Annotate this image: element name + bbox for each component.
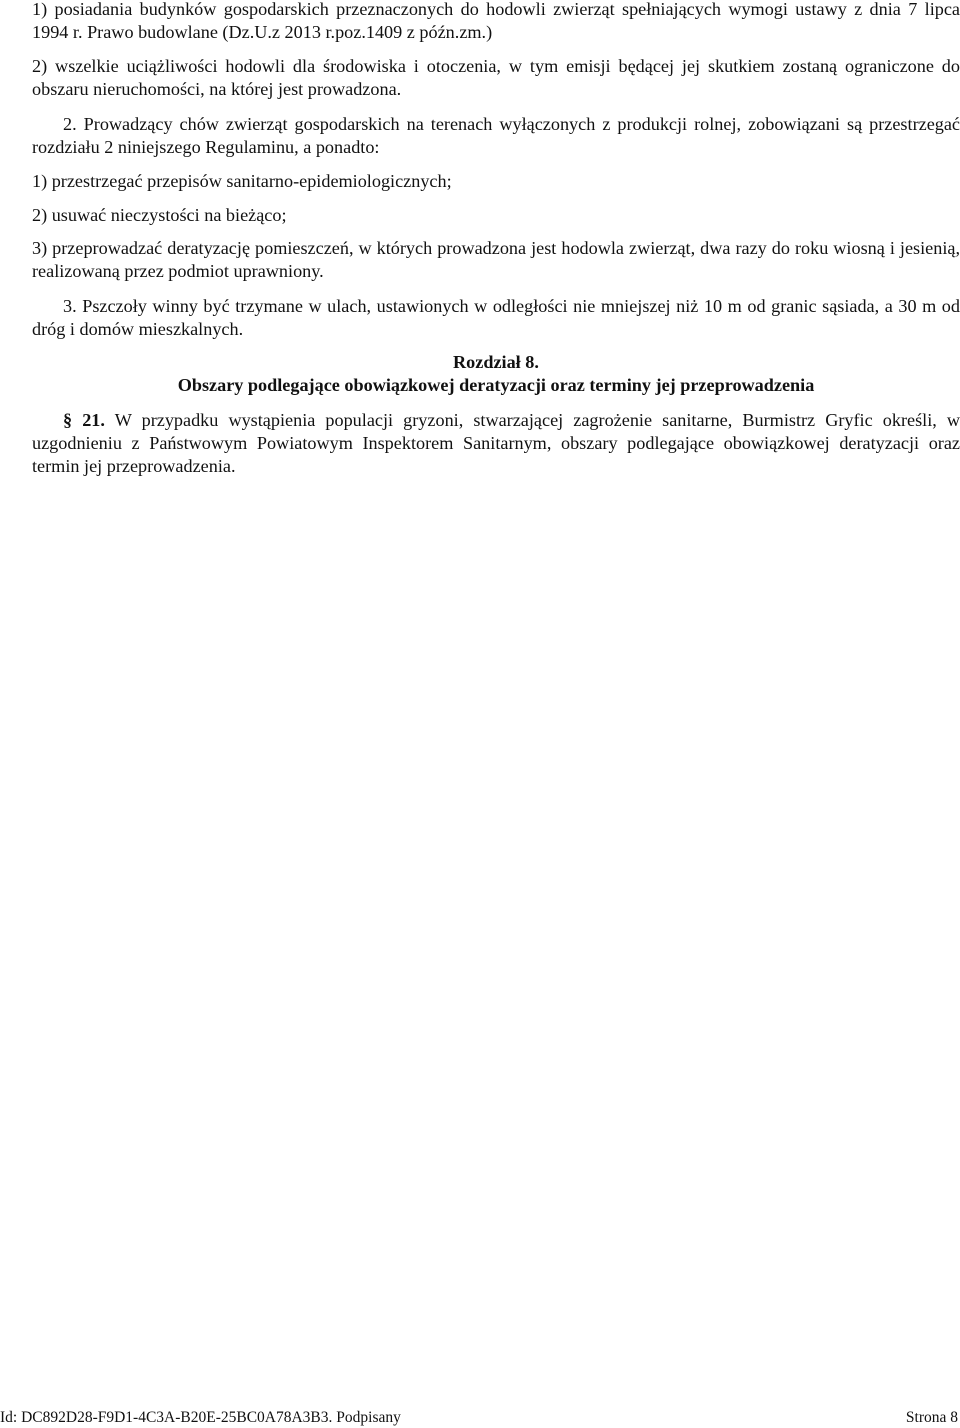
list-item-text: 1) przestrzegać przepisów sanitarno-epidemiologicznych;: [32, 171, 452, 191]
page-number: Strona 8: [905, 1409, 958, 1426]
chapter-label: Rozdział 8.: [453, 352, 539, 372]
list-item-deratization: [32, 237, 960, 283]
list-item-text: 3) przeprowadzać deratyzację pomieszczeń, w których prowadzona jest hodowla zwierząt, dwa razy do roku wiosną i jesienią, realizowaną przez podmiot uprawniony.: [32, 238, 960, 281]
section-number: 2.: [63, 114, 77, 134]
list-item-2: [32, 55, 960, 101]
list-item-sanitary: [32, 170, 960, 193]
section-text: Pszczoły winny być trzymane w ulach, ustawionych w odległości nie mniejszej niż 10 m od granic sąsiada, a 30 m od dróg i domów mieszkalnych.: [32, 296, 960, 339]
paragraph-text: W przypadku wystąpienia populacji gryzoni, stwarzającej zagrożenie sanitarne, Burmistrz Gryfic określi, w uzgodnieniu z Państwowym Powiatowym Inspektorem Sanitarnym, obszary podlegające obowiązkowej deratyzacji oraz termin jej przeprowadzenia.: [32, 410, 960, 476]
paragraph-symbol: § 21.: [63, 410, 105, 430]
list-item-waste: [32, 204, 960, 227]
document-id: Id: DC892D28-F9D1-4C3A-B20E-25BC0A78A3B3. Podpisany: [0, 1409, 401, 1426]
section-3-paragraph: [32, 295, 960, 341]
list-item-text: 2) wszelkie uciążliwości hodowli dla środowiska i otoczenia, w tym emisji będącej jej skutkiem zostaną ograniczone do obszaru nieruchomości, na której jest prowadzona.: [32, 56, 960, 99]
list-item-text: 2) usuwać nieczystości na bieżąco;: [32, 205, 287, 225]
chapter-title: Obszary podlegające obowiązkowej deratyzacji oraz terminy jej przeprowadzenia: [177, 375, 815, 395]
list-item-1: [32, 0, 960, 44]
section-2-paragraph: [32, 113, 960, 159]
section-text: Prowadzący chów zwierząt gospodarskich na terenach wyłączonych z produkcji rolnej, zobowiązani są przestrzegać rozdziału 2 niniejszego Regulaminu, a ponadto:: [32, 114, 960, 157]
page-footer: [0, 1409, 958, 1427]
list-item-text: 1) posiadania budynków gospodarskich przeznaczonych do hodowli zwierząt spełniających wymogi ustawy z dnia 7 lipca 1994 r. Prawo budowlane (Dz.U.z 2013 r.poz.1409 z późn.zm.): [32, 0, 960, 42]
paragraph-21: [32, 409, 960, 478]
section-number: 3.: [63, 296, 77, 316]
